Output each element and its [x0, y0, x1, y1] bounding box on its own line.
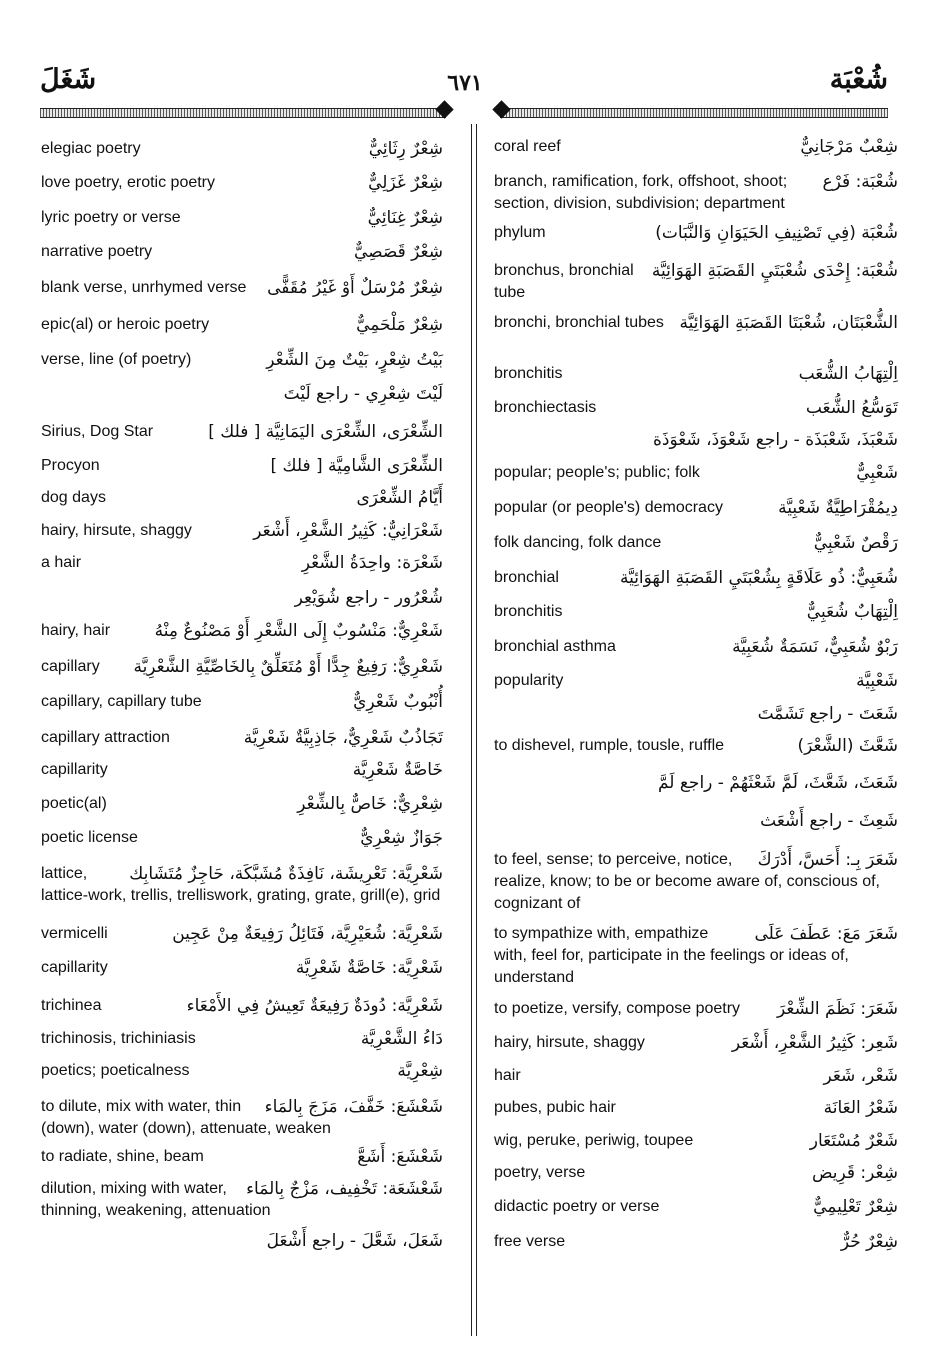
- english-definition: to poetize, versify, compose poetry: [494, 1000, 741, 1017]
- left-column: [41, 0, 481, 1369]
- english-definition: a hair: [41, 554, 82, 571]
- english-definition: poetic(al): [41, 795, 107, 812]
- arabic-headword: شَعِر: كَثِيرُ الشَّعْرِ، أَشْعَر: [731, 1033, 898, 1053]
- english-definition: hairy, hirsute, shaggy: [41, 522, 192, 539]
- arabic-headword: شُعْرُور - راجع شُوَيْعِر: [294, 588, 443, 608]
- arabic-headword: الشُّعْبَتَان، شُعْبَتَا القَصَبَةِ الهَوَائِيَّة: [679, 313, 898, 333]
- english-definition: bronchial: [494, 569, 559, 586]
- arabic-headword: شَعْرِيَّة: دُودَةٌ رَفِيعَةٌ تَعِيشُ فِي الأَمْعَاء: [186, 996, 443, 1016]
- arabic-headword: شِعْرٌ مُرْسَلٌ أَوْ غَيْرُ مُقَفًّى: [267, 278, 443, 298]
- arabic-headword: الشِّعْرَى، الشِّعْرَى اليَمَانِيَّة [ فلك ]: [208, 422, 443, 442]
- english-definition: bronchiectasis: [494, 399, 597, 416]
- english-definition: narrative poetry: [41, 243, 153, 260]
- english-definition: capillary: [41, 658, 100, 675]
- english-definition: trichinea: [41, 997, 102, 1014]
- english-definition: to dilute, mix with water, thin (down), water (down), attenuate, weaken: [41, 1098, 331, 1137]
- english-definition: popular (or people's) democracy: [494, 499, 723, 516]
- arabic-headword: شَعْبَذَ، شَعْبَذَة - راجع شَعْوَذَ، شَعْوَذَة: [652, 430, 898, 450]
- arabic-headword: اِلْتِهَابٌ شُعَبِيٌّ: [806, 602, 898, 622]
- arabic-headword: بَيْتُ شِعْرٍ، بَيْتٌ مِنَ الشِّعْرِ: [266, 350, 443, 370]
- english-definition: to sympathize with, empathize with, feel for, participate in the feelings or ideas of, understand: [494, 925, 849, 986]
- arabic-headword: رَقْصٌ شَعْبِيٌّ: [813, 533, 898, 553]
- arabic-headword: شَعْرِيٌّ: مَنْسُوبٌ إِلَى الشَّعْرِ أَوْ مَصْنُوعٌ مِنْهُ: [154, 621, 443, 641]
- arabic-headword: شَعْبِيٌّ: [856, 463, 898, 483]
- english-definition: to dishevel, rumple, tousle, ruffle: [494, 737, 725, 754]
- arabic-headword: شِعْرٌ غِنَائِيٌّ: [367, 208, 443, 228]
- arabic-headword: شَعْرِيَّة: تَعْرِيشَة، نَافِذَةٌ مُشَبَّكَة، حَاجِزٌ مُتَشَابِك: [129, 864, 443, 884]
- arabic-headword: شَعْرِيَّة: خَاصَّةٌ شَعْرِيَّة: [295, 958, 443, 978]
- arabic-headword: شِعْرٌ غَزَلِيٌّ: [368, 173, 443, 193]
- arabic-headword: شَعْرَة: واحِدَةُ الشَّعْرِ: [301, 553, 443, 573]
- arabic-headword: شَعِثَ - راجع أَشْعَث: [760, 811, 898, 831]
- arabic-headword: شُعْبَة: فَرْع: [822, 172, 898, 192]
- english-definition: vermicelli: [41, 925, 108, 942]
- english-definition: bronchitis: [494, 365, 563, 382]
- arabic-headword: خَاصَّةٌ شَعْرِيَّة: [352, 760, 443, 780]
- english-definition: lattice, lattice-work, trellis, trelliswork, grating, grate, grill(e), grid: [41, 865, 441, 904]
- arabic-headword: شِعْرٌ حُرٌّ: [840, 1232, 898, 1252]
- arabic-headword: شَعَرَ: نَظَمَ الشِّعْرَ: [776, 999, 898, 1019]
- english-definition: poetry, verse: [494, 1164, 586, 1181]
- page-number: ٦٧١: [447, 70, 483, 96]
- arabic-headword: شَعْشَعَ: خَفَّفَ، مَزَجَ بِالمَاء: [264, 1097, 443, 1117]
- english-definition: to radiate, shine, beam: [41, 1148, 204, 1165]
- right-column: [494, 0, 914, 1369]
- english-definition: lyric poetry or verse: [41, 209, 181, 226]
- arabic-headword: شَعْرٌ مُسْتَعَار: [809, 1131, 898, 1151]
- english-definition: capillarity: [41, 761, 108, 778]
- arabic-headword: شَعَّثَ (الشَّعْرَ): [797, 736, 898, 756]
- arabic-headword: شِعْرٌ تَعْلِيمِيٌّ: [813, 1197, 898, 1217]
- english-definition: poetic license: [41, 829, 138, 846]
- arabic-headword: تَجَاذُبٌ شَعْرِيٌّ، جَاذِبِيَّةٌ شَعْرِيَّة: [243, 728, 443, 748]
- english-definition: folk dancing, folk dance: [494, 534, 662, 551]
- arabic-headword: لَيْتَ شِعْرِي - راجع لَيْتَ: [283, 384, 443, 404]
- arabic-headword: شِعْرٌ قَصَصِيٌّ: [353, 242, 443, 262]
- english-definition: hair: [494, 1067, 521, 1084]
- arabic-headword: شُعَبِيٌّ: ذُو عَلَاقَةٍ بِشُعْبَتَيِ القَصَبَةِ الهَوَائِيَّة: [619, 568, 898, 588]
- arabic-headword: الشِّعْرَى الشَّامِيَّة [ فلك ]: [270, 456, 443, 476]
- english-definition: verse, line (of poetry): [41, 351, 192, 368]
- arabic-headword: أَيَّامُ الشِّعْرَى: [356, 488, 443, 508]
- english-definition: hairy, hair: [41, 622, 111, 639]
- english-definition: popularity: [494, 672, 564, 689]
- english-definition: phylum: [494, 224, 546, 241]
- arabic-headword: شَعْرِيَّة: شُعَيْرِيَّة، فَتَائِلُ رَفِيعَةٌ مِنْ عَجِين: [172, 924, 443, 944]
- english-definition: epic(al) or heroic poetry: [41, 316, 210, 333]
- english-definition: capillary attraction: [41, 729, 170, 746]
- arabic-headword: شَعَرَ بِـ: أَحَسَّ، أَدْرَكَ: [757, 850, 898, 870]
- arabic-headword: شَعْشَعَ: أَشَعَّ: [357, 1147, 443, 1167]
- english-definition: Procyon: [41, 457, 100, 474]
- english-definition: hairy, hirsute, shaggy: [494, 1034, 645, 1051]
- arabic-headword: رَبْوٌ شُعَبِيٌّ، نَسَمَةٌ شُعَبِيَّة: [732, 637, 898, 657]
- arabic-headword: أُنْبُوبٌ شَعْرِيٌّ: [353, 692, 443, 712]
- arabic-headword: شِعْرٌ مَلْحَمِيٌّ: [356, 315, 443, 335]
- arabic-headword: جَوَازٌ شِعْرِيٌّ: [360, 828, 443, 848]
- english-definition: coral reef: [494, 138, 561, 155]
- arabic-headword: دَاءُ الشَّعْرِيَّة: [360, 1029, 443, 1049]
- header-right-word: شُعْبَة: [829, 64, 888, 95]
- english-definition: Sirius, Dog Star: [41, 423, 154, 440]
- arabic-headword: اِلْتِهَابُ الشُّعَب: [798, 364, 898, 384]
- header-left-word: شَغَلَ: [40, 64, 97, 95]
- arabic-headword: شَعَرَ مَعَ: عَطَفَ عَلَى: [754, 924, 898, 944]
- english-definition: bronchitis: [494, 603, 563, 620]
- english-definition: poetics; poeticalness: [41, 1062, 190, 1079]
- english-definition: didactic poetry or verse: [494, 1198, 660, 1215]
- english-definition: trichinosis, trichiniasis: [41, 1030, 196, 1047]
- arabic-headword: شُعْبَة: إِحْدَى شُعْبَتَيِ القَصَبَةِ الهَوَائِيَّة: [651, 261, 898, 281]
- english-definition: popular; people's; public; folk: [494, 464, 700, 481]
- arabic-headword: شِعْرِيٌّ: خَاصٌّ بِالشِّعْرِ: [297, 794, 443, 814]
- english-definition: branch, ramification, fork, offshoot, shoot; section, division, subdivision; department: [494, 173, 788, 212]
- english-definition: blank verse, unrhymed verse: [41, 279, 247, 296]
- arabic-headword: شُعْبَة (فِي تَصْنِيفِ الحَيَوَانِ وَالنَّبَات): [655, 223, 898, 243]
- arabic-headword: شِعْرِيَّة: [397, 1061, 443, 1081]
- arabic-headword: شَعْرَانِيٌّ: كَثِيرُ الشَّعْرِ، أَشْعَر: [253, 521, 443, 541]
- arabic-headword: شَعْرِيٌّ: رَفِيعٌ جِدًّا أَوْ مُتَعَلِّقٌ بِالخَاصِّيَّةِ الشَّعْرِيَّة: [133, 657, 443, 677]
- arabic-headword: شَعَتَ - راجع تَشَمَّتَ: [757, 704, 898, 724]
- english-definition: capillary, capillary tube: [41, 693, 202, 710]
- english-definition: capillarity: [41, 959, 108, 976]
- arabic-headword: شَعْبِيَّة: [856, 671, 898, 691]
- arabic-headword: تَوَسُّعُ الشُّعَب: [805, 398, 898, 418]
- english-definition: bronchi, bronchial tubes: [494, 314, 664, 331]
- english-definition: bronchus, bronchial tube: [494, 262, 634, 301]
- arabic-headword: شِعْبٌ مَرْجَانِيٌّ: [800, 137, 898, 157]
- arabic-headword: شَعَلَ، شَعَّلَ - راجع أَشْعَلَ: [266, 1231, 443, 1251]
- english-definition: free verse: [494, 1233, 566, 1250]
- english-definition: love poetry, erotic poetry: [41, 174, 216, 191]
- english-definition: bronchial asthma: [494, 638, 616, 655]
- arabic-headword: شَعْرُ العَانَة: [823, 1098, 898, 1118]
- english-definition: dilution, mixing with water, thinning, weakening, attenuation: [41, 1180, 271, 1219]
- arabic-headword: شِعْر: قَرِيض: [811, 1163, 898, 1183]
- english-definition: to feel, sense; to perceive, notice, realize, know; to be or become aware of, conscious of, cognizant of: [494, 851, 880, 912]
- arabic-headword: شَعْر، شَعَر: [823, 1066, 898, 1086]
- arabic-headword: شَعْشَعَة: تَخْفِيف، مَزْجٌ بِالمَاء: [246, 1179, 443, 1199]
- arabic-headword: شَعَثَ، شَعَّثَ، لَمَّ شَعْثَهُمْ - راجع لَمَّ: [657, 773, 898, 793]
- english-definition: elegiac poetry: [41, 140, 141, 157]
- english-definition: dog days: [41, 489, 106, 506]
- english-definition: pubes, pubic hair: [494, 1099, 616, 1116]
- english-definition: wig, peruke, periwig, toupee: [494, 1132, 694, 1149]
- arabic-headword: دِيمُقْرَاطِيَّةٌ شَعْبِيَّة: [778, 498, 898, 518]
- arabic-headword: شِعْرٌ رِثَائِيٌّ: [368, 139, 443, 159]
